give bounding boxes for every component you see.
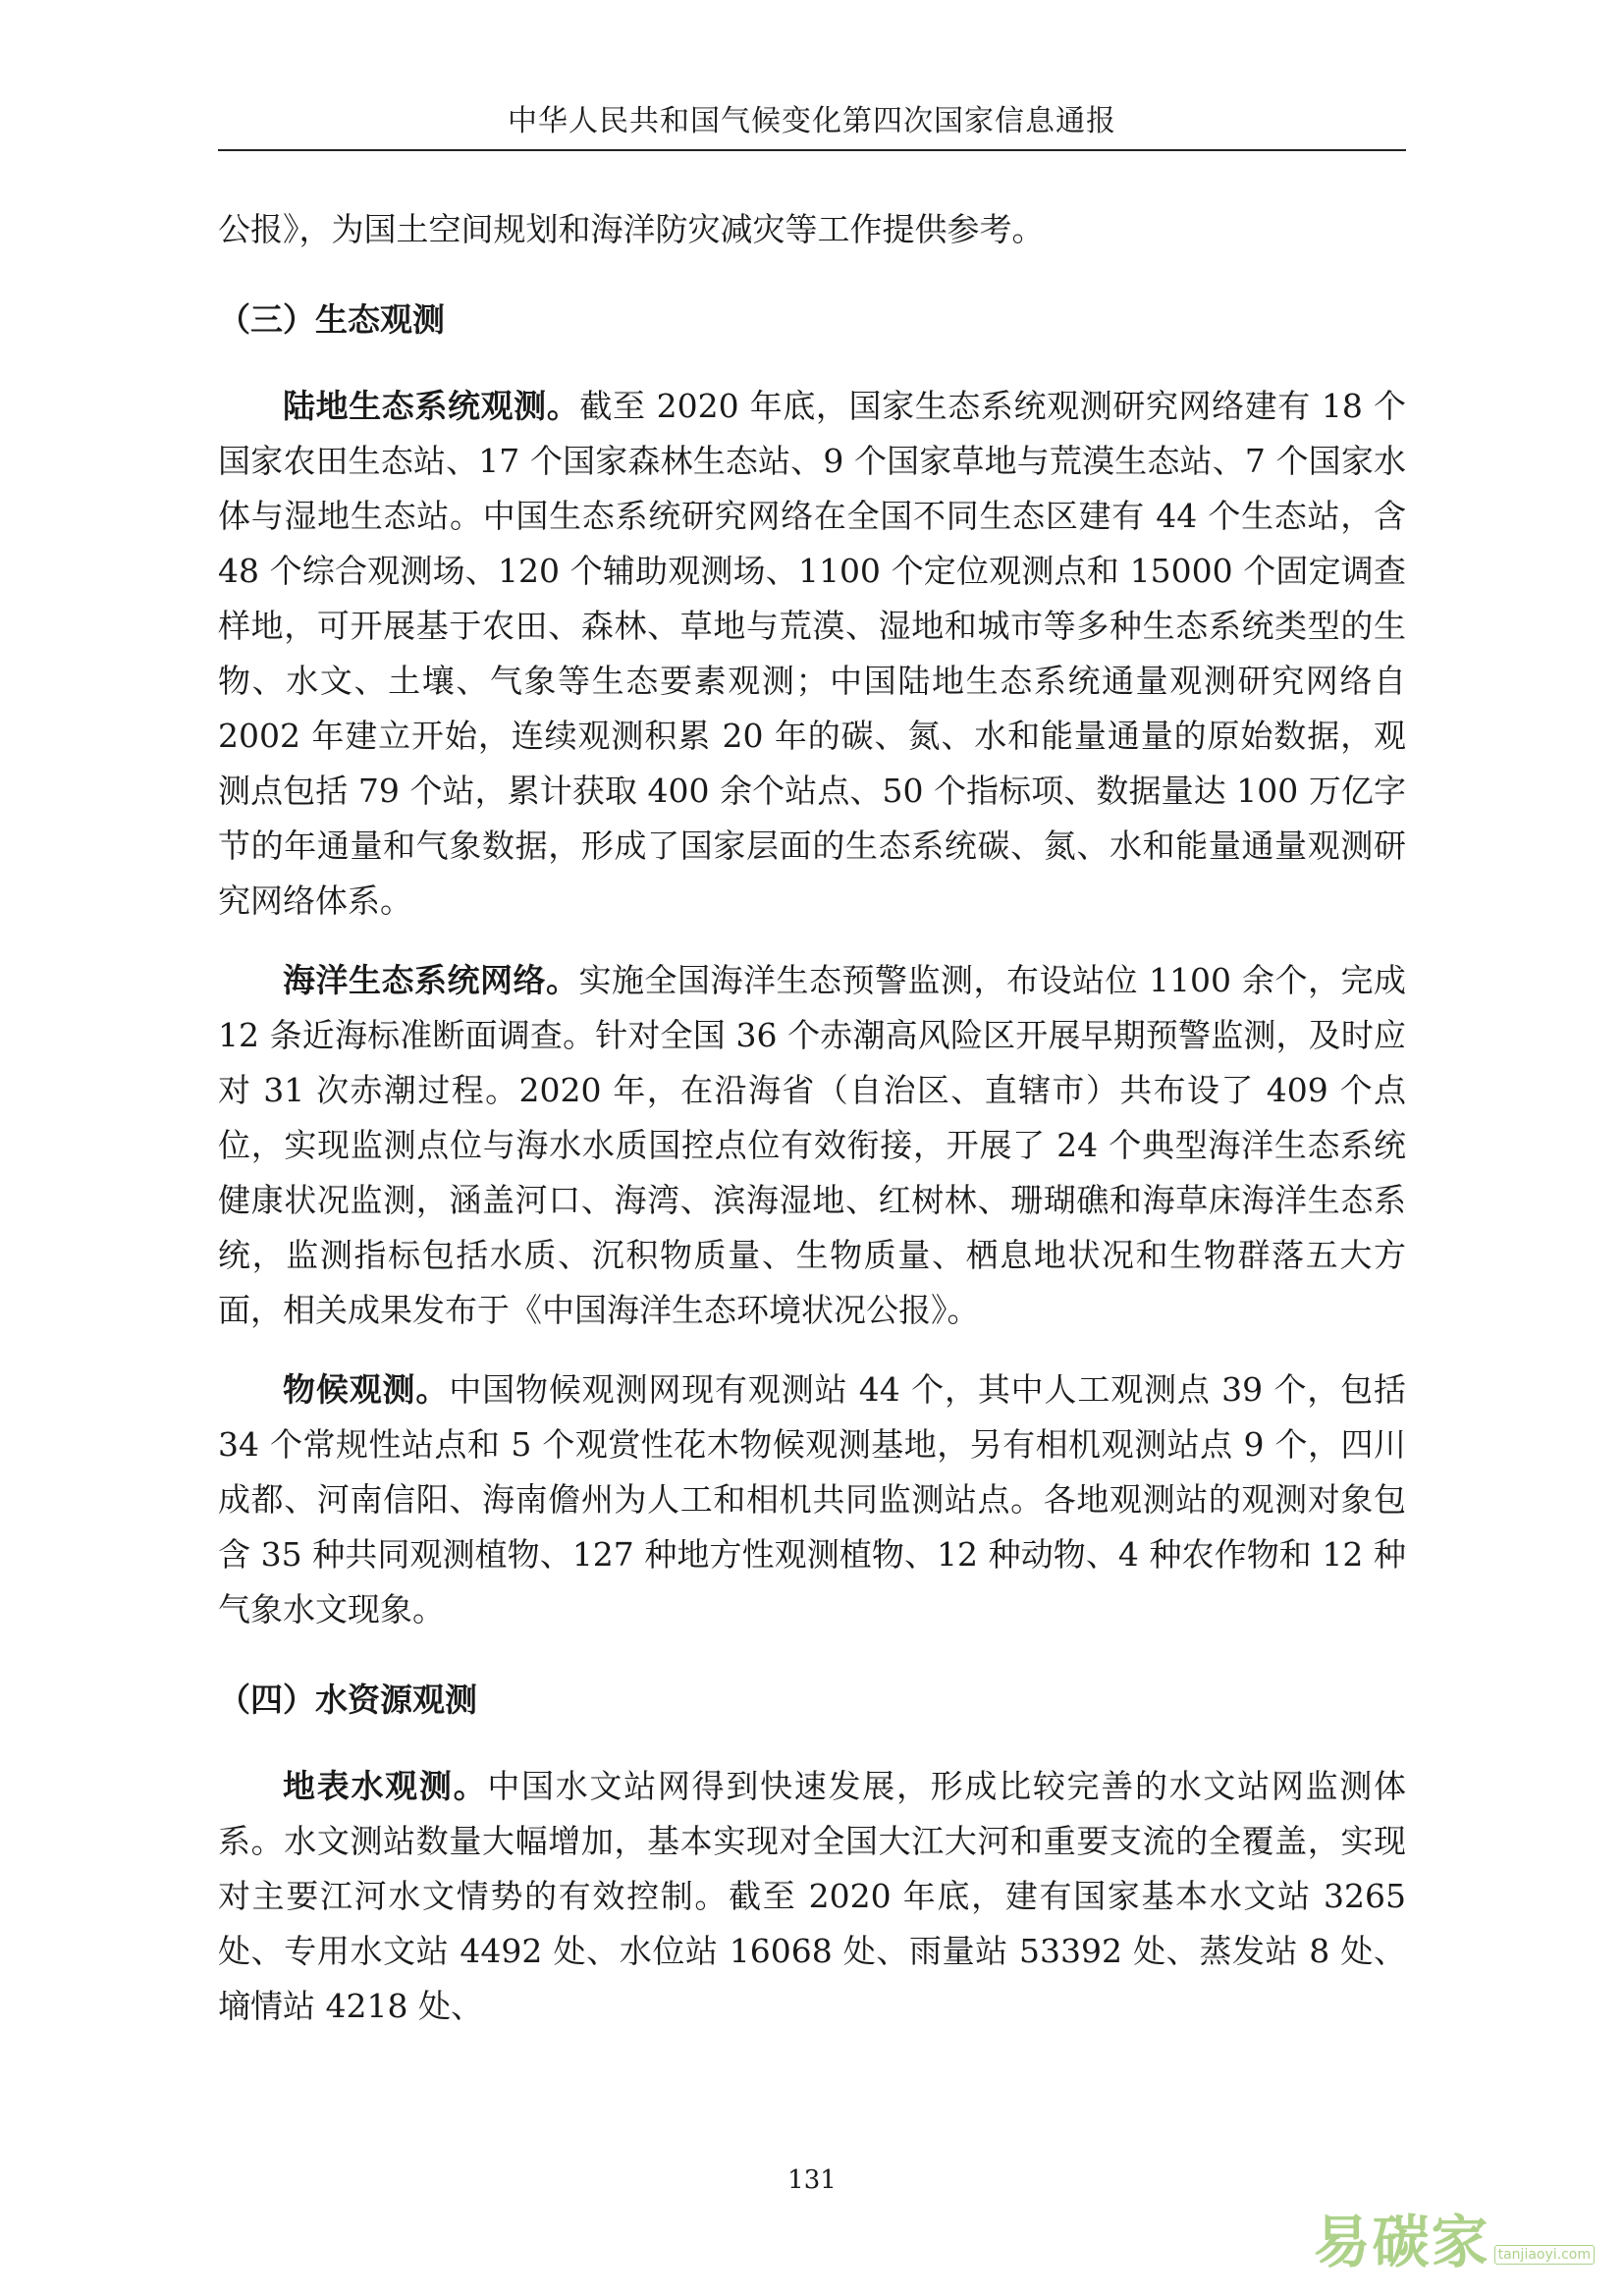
watermark-domain: tanjiaoyi.com xyxy=(1494,2245,1595,2265)
paragraph-lead-marine: 海洋生态系统网络。 xyxy=(283,961,579,999)
paragraph-body-terrestrial: 截至 2020 年底，国家生态系统观测研究网络建有 18 个国家农田生态站、17 个国家森林生态站、9 个国家草地与荒漠生态站、7 个国家水体与湿地生态站。中国生态系统研究网络在全国不同生态区建有 44 个生态站，含 48 个综合观测场、120 个辅助观测场、1100 个定位观测点和 15000 个固定调查样地，可开展基于农田、森林、草地与荒漠、湿地和城市等多种生态系统类型的生物、水文、土壤、气象等生态要素观测；中国陆地生态系统通量观测研究网络自 2002 年建立开始，连续观测积累 20 年的碳、氮、水和能量通量的原始数据，观测点包括 79 个站，累计获取 400 余个站点、50 个指标项、数据量达 100 万亿字节的年通量和气象数据，形成了国家层面的生态系统碳、氮、水和能量通量观测研究网络体系。 xyxy=(218,387,1407,920)
page-body xyxy=(218,202,1406,2034)
running-header-title: 中华人民共和国气候变化第四次国家信息通报 xyxy=(508,104,1116,138)
paragraph-surface-water xyxy=(218,1759,1406,2034)
section-heading-ecological-observation: （三）生态观测 xyxy=(218,300,445,339)
paragraph-lead-phenology: 物候观测。 xyxy=(283,1370,450,1409)
paragraph-marine-ecosystem xyxy=(218,953,1406,1338)
paragraph-body-marine: 实施全国海洋生态预警监测，布设站位 1100 余个，完成 12 条近海标准断面调查。针对全国 36 个赤潮高风险区开展早期预警监测，及时应对 31 次赤潮过程。2020 年，在沿海省（自治区、直辖市）共布设了 409 个点位，实现监测点位与海水水质国控点位有效衔接，开展了 24 个典型海洋生态系统健康状况监测，涵盖河口、海湾、滨海湿地、红树林、珊瑚礁和海草床海洋生态系统，监测指标包括水质、沉积物质量、生物质量、栖息地状况和生物群落五大方面，相关成果发布于《中国海洋生态环境状况公报》。 xyxy=(218,961,1406,1329)
header-rule xyxy=(218,149,1406,151)
paragraph-body-phenology: 中国物候观测网现有观测站 44 个，其中人工观测点 39 个，包括 34 个常规性站点和 5 个观赏性花木物候观测基地，另有相机观测站点 9 个，四川成都、河南信阳、海南儋州为人工和相机共同监测站点。各地观测站的观测对象包含 35 种共同观测植物、127 种地方性观测植物、12 种动物、4 种农作物和 12 种气象水文现象。 xyxy=(218,1370,1406,1629)
paragraph-continuation: 公报》，为国土空间规划和海洋防灾减灾等工作提供参考。 xyxy=(218,210,1045,248)
paragraph-body-surface-water: 中国水文站网得到快速发展，形成比较完善的水文站网监测体系。水文测站数量大幅增加，基本实现对全国大江大河和重要支流的全覆盖，实现对主要江河水文情势的有效控制。截至 2020 年底，建有国家基本水文站 3265 处、专用水文站 4492 处、水位站 16068 处、雨量站 53392 处、蒸发站 8 处、墒情站 4218 处、 xyxy=(218,1767,1406,2025)
page-number: 131 xyxy=(787,2165,837,2195)
paragraph-phenology xyxy=(218,1362,1406,1637)
paragraph-terrestrial-ecosystem xyxy=(218,379,1406,929)
section-heading-water-resources: （四）水资源观测 xyxy=(218,1681,477,1719)
paragraph-lead-surface-water: 地表水观测。 xyxy=(283,1767,488,1805)
watermark-logo xyxy=(1314,2196,1595,2278)
watermark-text: 易碳家 xyxy=(1313,2209,1490,2275)
paragraph-lead-terrestrial: 陆地生态系统观测。 xyxy=(283,387,580,425)
